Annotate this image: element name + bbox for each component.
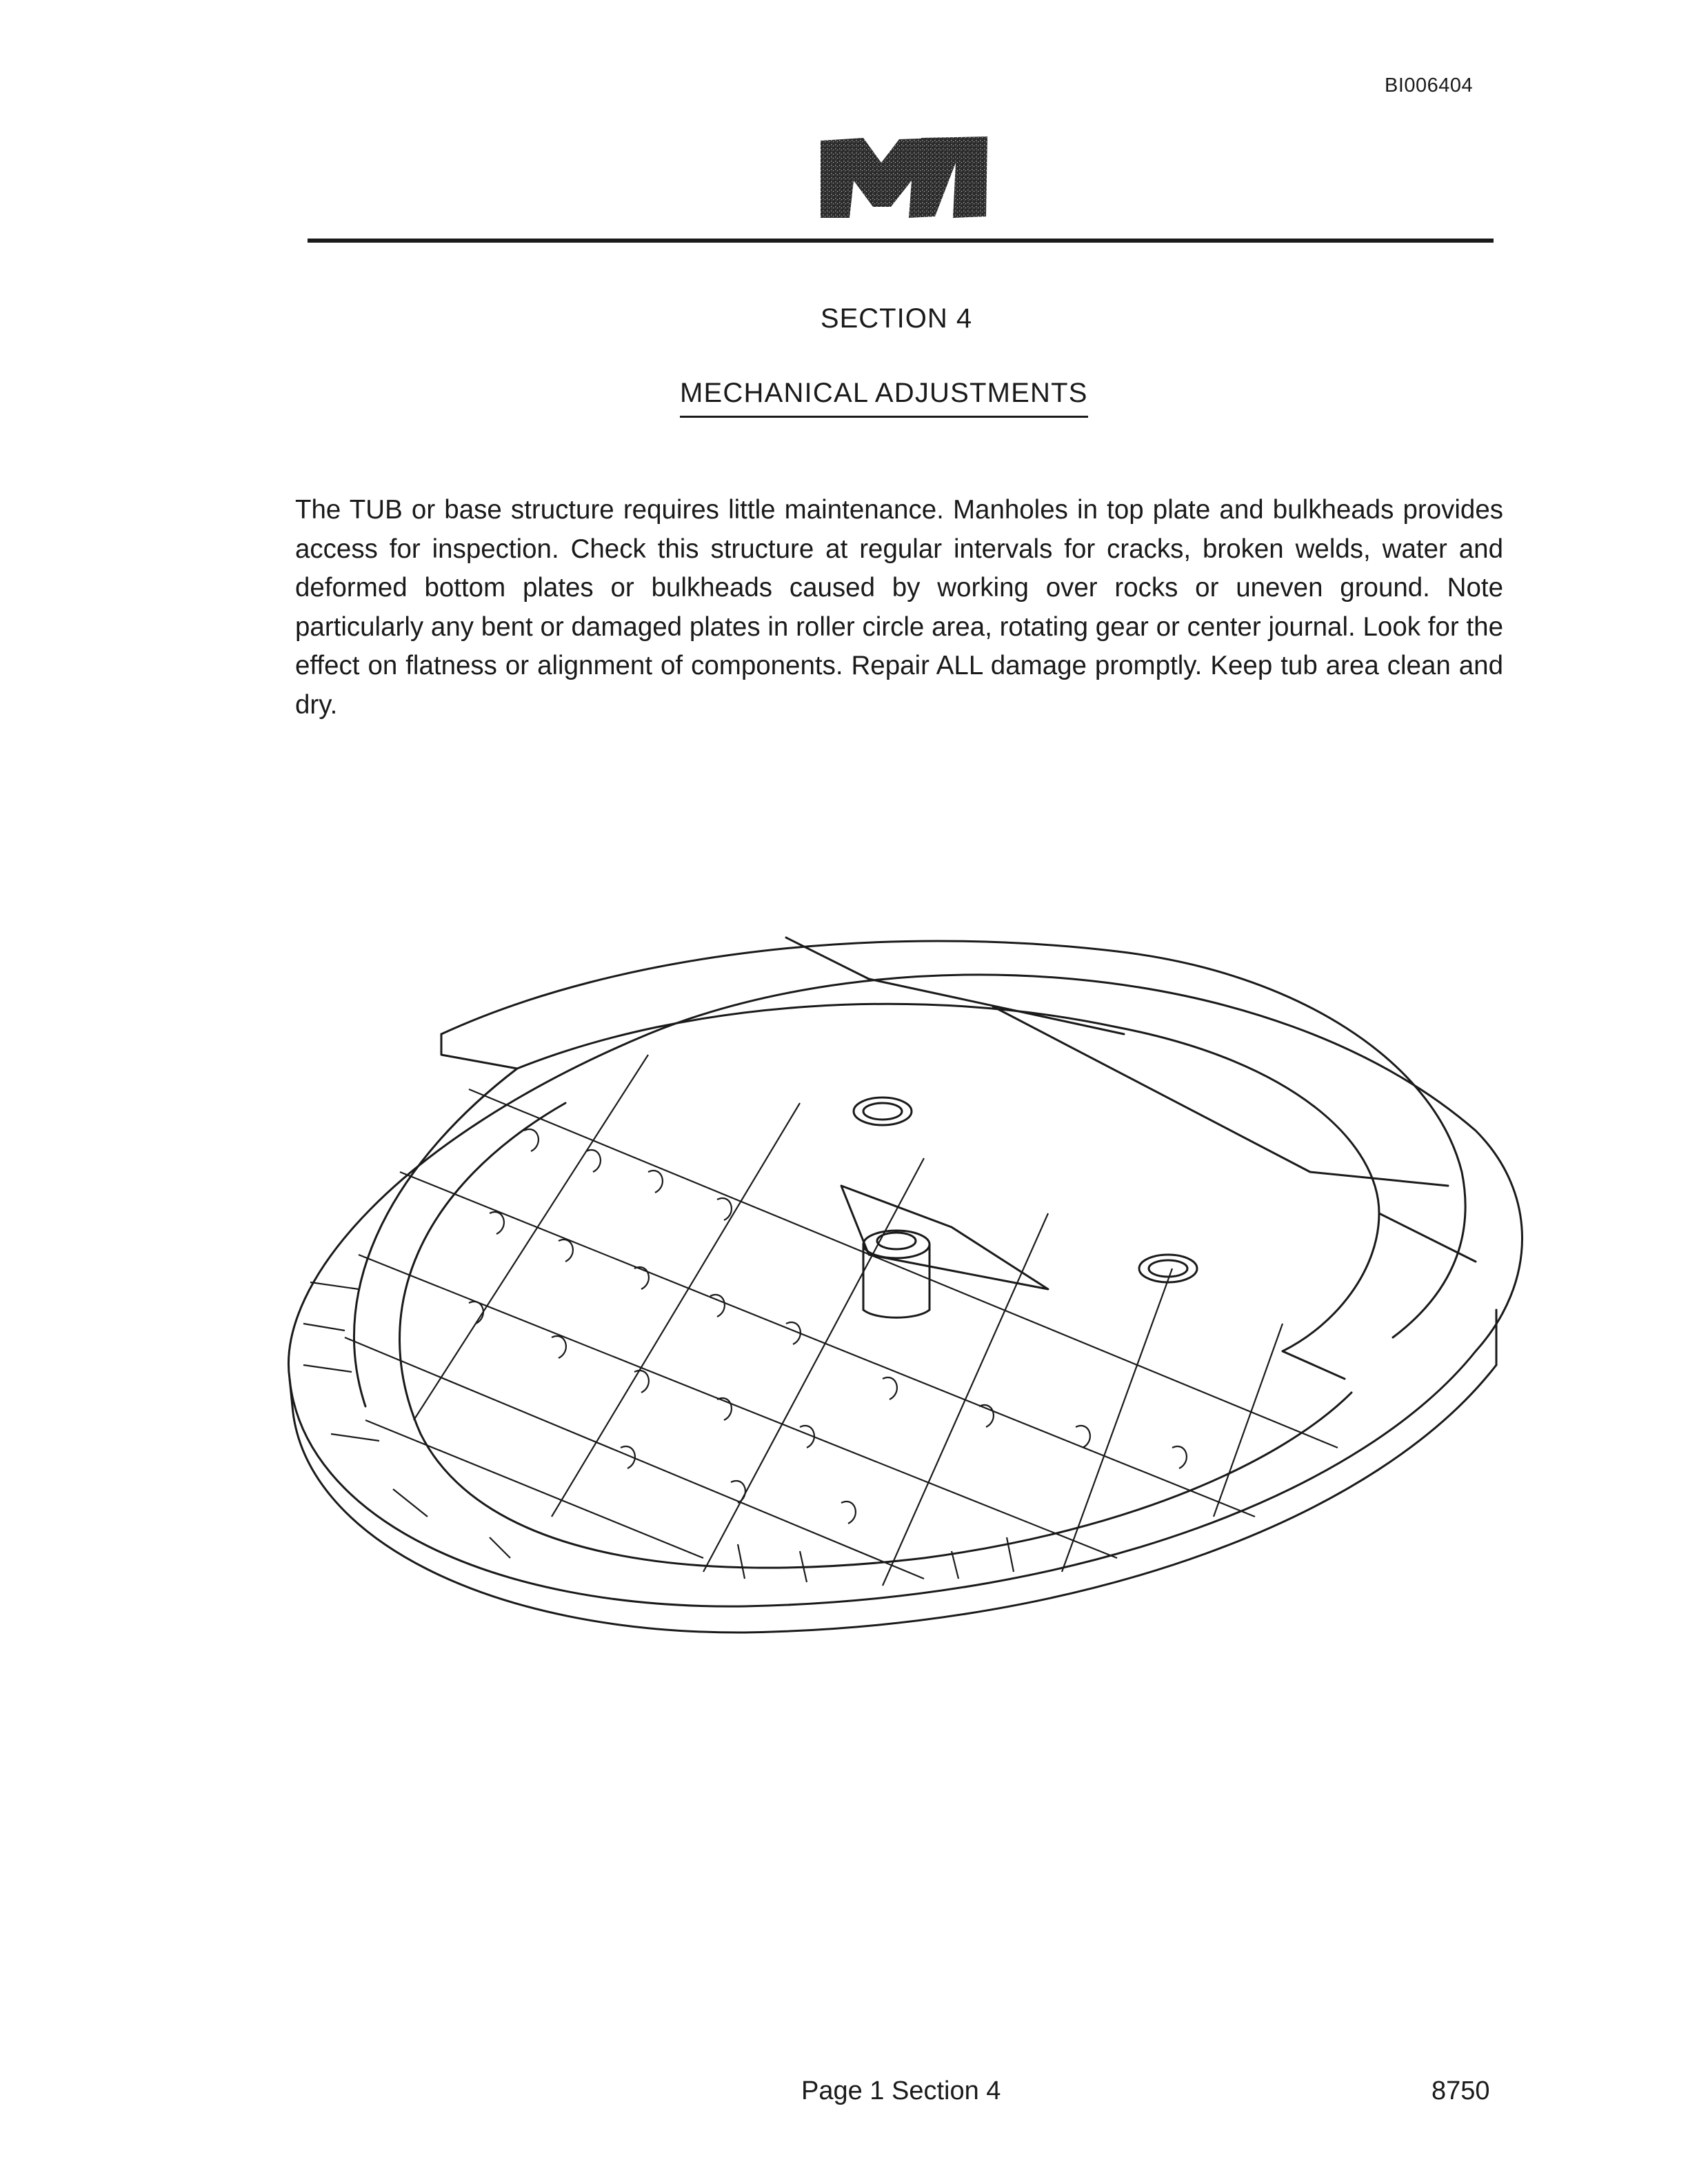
tub-base-structure-illustration (262, 896, 1545, 1655)
document-id: BI006404 (1385, 74, 1474, 97)
page-number: Page 1 Section 4 (801, 2076, 1001, 2105)
model-number: 8750 (1431, 2076, 1490, 2105)
company-logo-icon (818, 135, 990, 221)
section-title: MECHANICAL ADJUSTMENTS (680, 378, 1088, 418)
header-rule (308, 239, 1494, 243)
body-paragraph: The TUB or base structure requires little maintenance. Manholes in top plate and bulkheads provides access for inspection. Check this structure at regular intervals for cracks, broken welds, water and deformed bottom plates or bulkheads caused by working over rocks or uneven ground. Note particularly any bent or damaged plates in roller circle area, rotating gear or center journal. Look for the effect on flatness or alignment of components. Repair ALL damage promptly. Keep tub area clean and dry. (295, 495, 1503, 720)
section-number: SECTION 4 (820, 303, 973, 334)
